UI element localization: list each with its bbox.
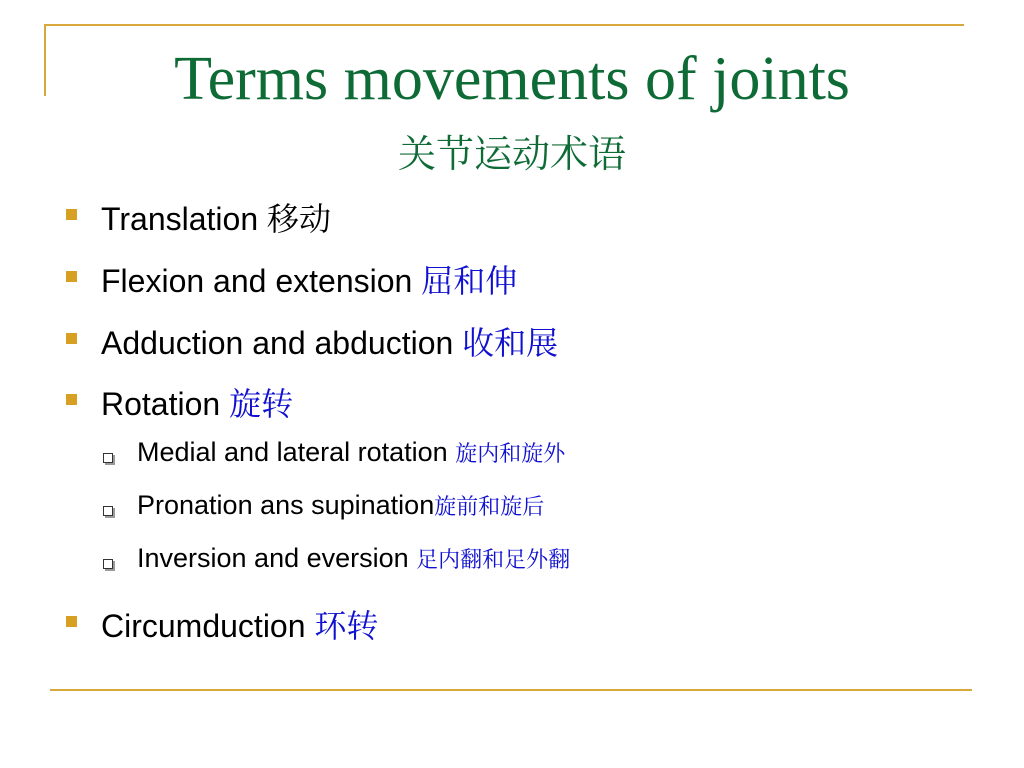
item-text: Circumduction bbox=[101, 608, 315, 644]
item-text: Rotation bbox=[101, 386, 230, 422]
list-item bbox=[101, 379, 293, 425]
hollow-square-bullet-icon bbox=[103, 453, 113, 463]
item-chinese: 旋内和旋外 bbox=[455, 442, 566, 467]
list-item bbox=[101, 601, 378, 647]
slide-title: Terms movements of joints bbox=[174, 45, 850, 113]
hollow-square-bullet-icon bbox=[103, 559, 113, 569]
list-item bbox=[101, 318, 558, 364]
item-text: Adduction and abduction bbox=[101, 325, 463, 361]
square-bullet-icon bbox=[66, 616, 77, 627]
item-text: Translation bbox=[101, 201, 267, 237]
square-bullet-icon bbox=[66, 271, 77, 282]
square-bullet-icon bbox=[66, 394, 77, 405]
list-item bbox=[101, 256, 517, 302]
item-chinese: 收和展 bbox=[462, 324, 559, 362]
item-text: Pronation ans supination bbox=[137, 490, 435, 520]
list-item bbox=[137, 543, 570, 574]
item-text: Flexion and extension bbox=[101, 263, 422, 299]
hollow-square-bullet-icon bbox=[103, 506, 113, 516]
item-chinese: 移动 bbox=[267, 200, 332, 238]
item-chinese: 环转 bbox=[314, 607, 379, 645]
item-chinese: 足内翻和足外翻 bbox=[416, 548, 571, 573]
item-text: Inversion and eversion bbox=[137, 543, 417, 573]
list-item bbox=[137, 437, 565, 468]
list-item bbox=[137, 490, 544, 521]
item-chinese: 屈和伸 bbox=[421, 262, 518, 300]
item-text: Medial and lateral rotation bbox=[137, 437, 456, 467]
square-bullet-icon bbox=[66, 333, 77, 344]
item-chinese: 旋转 bbox=[229, 385, 294, 423]
list-item bbox=[101, 194, 331, 240]
item-chinese: 旋前和旋后 bbox=[434, 495, 545, 520]
square-bullet-icon bbox=[66, 209, 77, 220]
slide-subtitle: 关节运动术语 bbox=[397, 132, 626, 176]
